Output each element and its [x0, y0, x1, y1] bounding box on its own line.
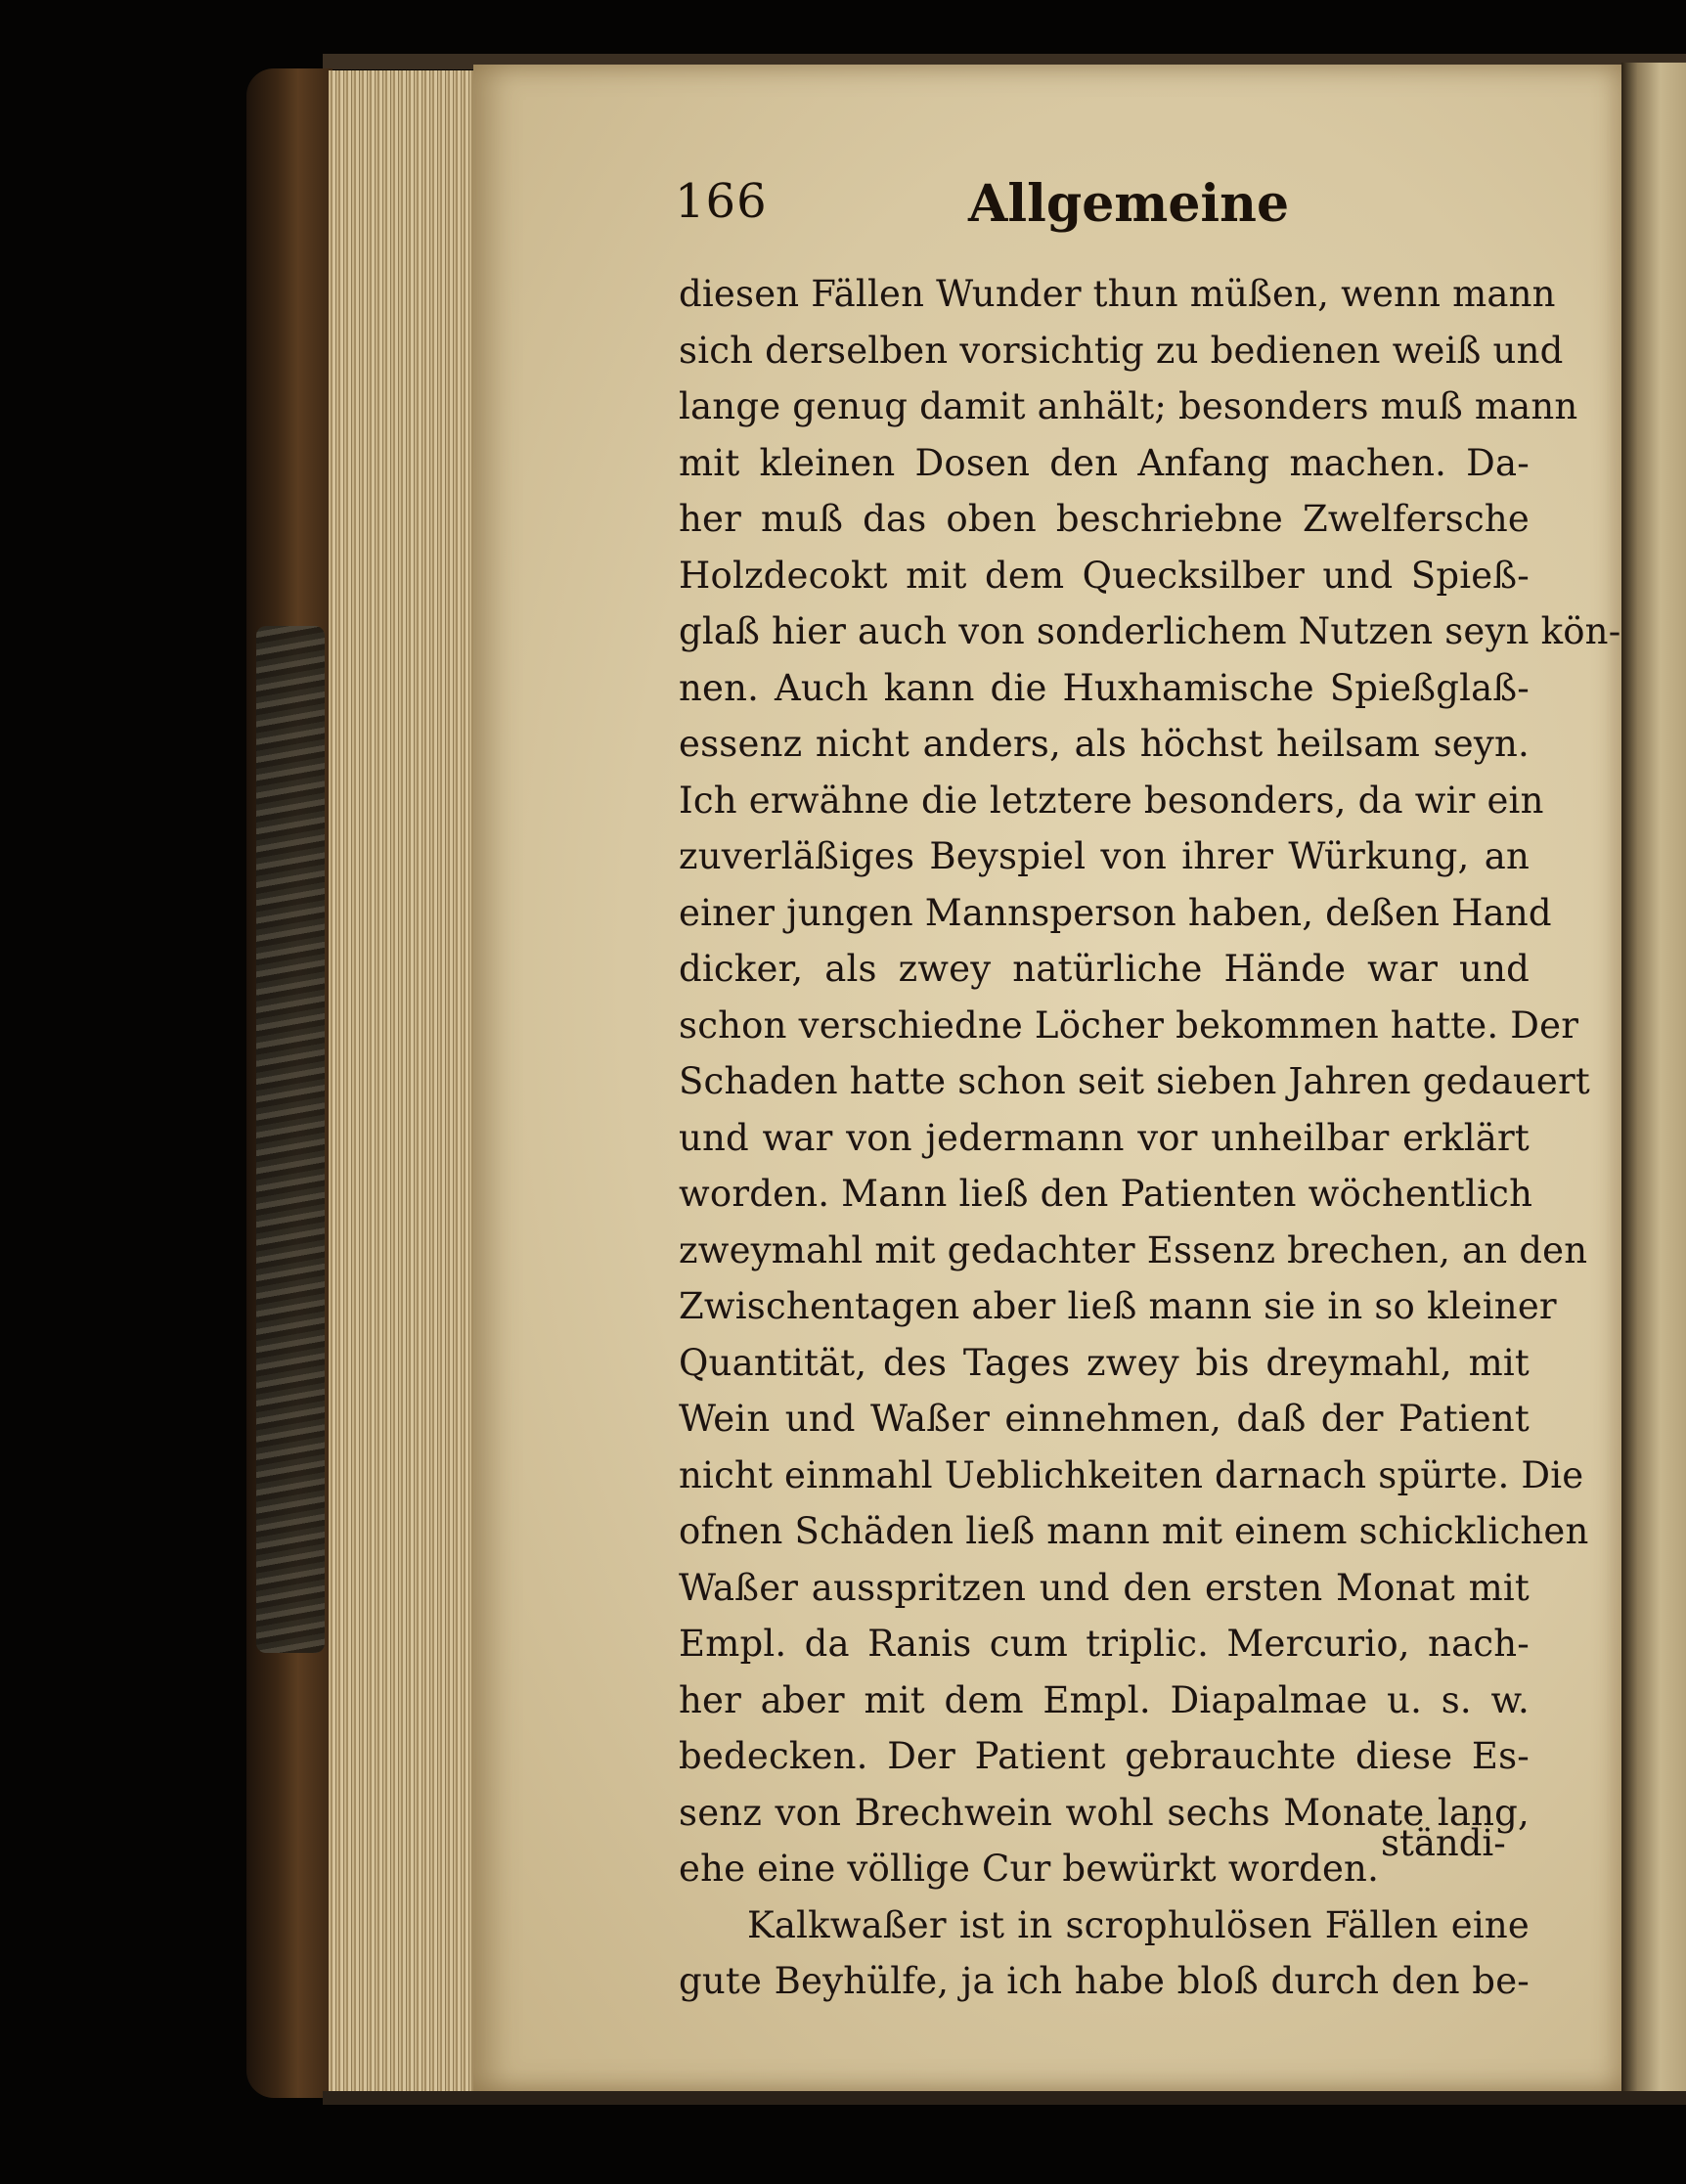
text-line: Quantität, des Tages zwey bis dreymahl, mit — [679, 1341, 1530, 1384]
text-line: schon verschiedne Löcher bekommen hatte. Der — [679, 1003, 1579, 1047]
text-line: Waßer ausspritzen und den ersten Monat mit — [679, 1566, 1530, 1609]
text-line: zuverläßiges Beyspiel von ihrer Würkung, an — [679, 835, 1530, 877]
text-line: mit kleinen Dosen den Anfang machen. Da- — [679, 441, 1530, 484]
text-line: Ich erwähne die letztere besonders, da wir ein — [679, 779, 1544, 822]
text-line: nicht einmahl Ueblichkeiten darnach spürte. Die — [679, 1453, 1584, 1496]
text-line: her muß das oben beschriebne Zwelfersche — [679, 498, 1530, 540]
body-text — [679, 266, 1621, 2010]
text-line: sich derselben vorsichtig zu bedienen weiß und — [679, 329, 1564, 372]
text-line: bedecken. Der Patient gebrauchte diese Es- — [679, 1735, 1530, 1777]
text-line: ofnen Schäden ließ mann mit einem schicklichen — [679, 1510, 1589, 1552]
text-line: ehe eine völlige Cur bewürkt worden. — [679, 1848, 1380, 1890]
running-head: Allgemeine — [968, 174, 1290, 234]
text-line: Holzdecokt mit dem Quecksilber und Spieß- — [679, 554, 1530, 597]
facing-page — [1621, 63, 1686, 2092]
text-line: gute Beyhülfe, ja ich habe bloß durch den be- — [679, 1960, 1530, 2002]
text-line: Zwischentagen aber ließ mann sie in so kleiner — [679, 1285, 1557, 1327]
text-line: und war von jedermann vor unheilbar erklärt — [679, 1116, 1530, 1159]
text-line: einer jungen Mannsperson haben, deßen Hand — [679, 891, 1552, 934]
text-line: Empl. da Ranis cum triplic. Mercurio, nach- — [679, 1623, 1530, 1665]
text-line: glaß hier auch von sonderlichem Nutzen seyn kön- — [679, 610, 1621, 652]
text-line: zweymahl mit gedachter Essenz brechen, an den — [679, 1228, 1588, 1271]
page-number: 166 — [675, 174, 768, 229]
cover-marbling — [256, 626, 325, 1653]
text-line: essenz nicht anders, als höchst heilsam seyn. — [679, 723, 1530, 765]
text-line: Kalkwaßer ist in scrophulösen Fällen eine — [747, 1903, 1530, 1946]
text-line: worden. Mann ließ den Patienten wöchentlich — [679, 1173, 1533, 1215]
text-line: Wein und Waßer einnehmen, daß der Patient — [679, 1398, 1530, 1440]
page-edges — [329, 70, 473, 2095]
catchword: ständi- — [1381, 1822, 1506, 1864]
text-line: diesen Fällen Wunder thun müßen, wenn mann — [679, 273, 1556, 315]
text-line: senz von Brechwein wohl sechs Monate lang, — [679, 1791, 1530, 1834]
text-line: lange genug damit anhält; besonders muß mann — [679, 385, 1578, 427]
text-line: Schaden hatte schon seit sieben Jahren gedauert — [679, 1060, 1590, 1102]
text-line: nen. Auch kann die Huxhamische Spießglaß- — [679, 666, 1530, 709]
page-header — [675, 174, 1290, 243]
text-line: her aber mit dem Empl. Diapalmae u. s. w. — [679, 1678, 1530, 1721]
book-bottom-edge — [323, 2091, 1686, 2105]
text-line: dicker, als zwey natürliche Hände war und — [679, 948, 1530, 990]
